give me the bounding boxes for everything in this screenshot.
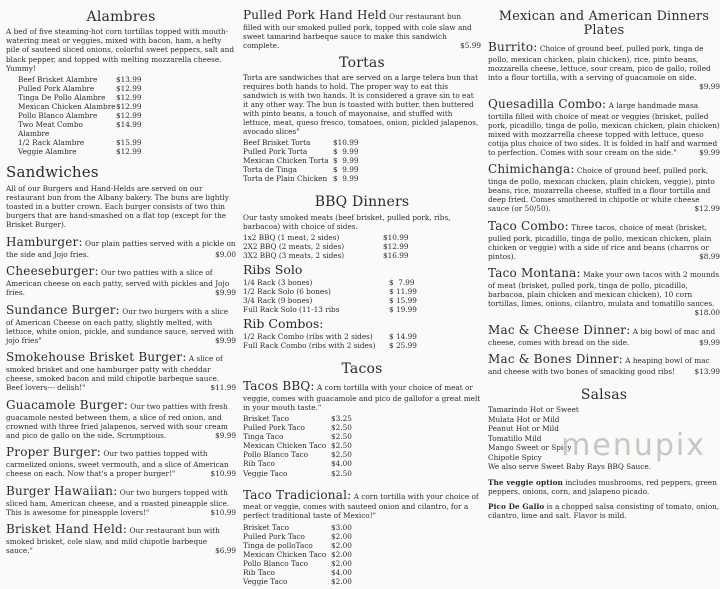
sandwiches-title: Sandwiches: [6, 163, 99, 182]
column-middle: [243, 8, 481, 589]
menu-item-row: [243, 441, 481, 450]
entry-name: Guacamole Burger:: [6, 397, 128, 412]
entry-name: Smokehouse Brisket Burger:: [6, 350, 187, 365]
bbq-dinners-description: Our tasty smoked meats (beef brisket, pulled pork, ribs, barbacoa) with choice of sides.: [243, 212, 451, 231]
item-name: Pollo Blanco Alambre: [18, 110, 98, 120]
menu-item-row: [243, 147, 481, 156]
item-name: 1/2 Rack Combo (ribs with 2 sides): [243, 331, 373, 341]
rib-combos-list: [243, 332, 481, 350]
menu-item-row: [243, 332, 481, 341]
entry-name: Taco Tradicional:: [243, 487, 352, 502]
bbq-dinners-title: BBQ Dinners: [314, 194, 410, 211]
tortas-title: Tortas: [339, 54, 385, 71]
entry-price: $11.99: [210, 383, 236, 393]
item-name: 2X2 BBQ (2 meats, 2 sides): [243, 242, 345, 251]
item-price: $2.00: [331, 531, 352, 541]
menu-item-row: [243, 305, 481, 314]
menu-item-row: [243, 296, 481, 305]
entry-name: Hamburger:: [6, 234, 83, 249]
item-price: $14.99: [116, 119, 142, 129]
ribs-solo-list: [243, 278, 481, 314]
item-price: $ 15.99: [389, 295, 417, 305]
item-name: Veggie Taco: [243, 576, 288, 586]
menu-entry: [488, 97, 720, 157]
entry-price: $9.99: [215, 430, 236, 440]
entry-price: $10.99: [210, 507, 236, 517]
salsa-item: Tamarindo Hot or Sweet: [488, 405, 579, 415]
menu-item-row: [243, 156, 481, 165]
tacos-bbq-entry: [243, 379, 481, 412]
entry-name: Burger Hawaiian:: [6, 483, 118, 498]
entry-description: Our two patties topped with carmelized onions, sweet vermouth, and a slice of American cheese on each. Now that's a proper burger!": [6, 449, 229, 479]
item-price: $ 9.99: [333, 156, 359, 166]
menu-item-row: [243, 568, 481, 577]
item-price: $ 14.99: [389, 331, 417, 341]
menu-item-row: [18, 111, 236, 120]
item-price: $ 25.99: [389, 340, 417, 350]
item-name: 1x2 BBQ (1 meat, 2 sides): [243, 232, 340, 242]
item-price: $ 11.99: [389, 286, 417, 296]
entry-description: A slice of smoked brisket and one hamburger patty with cheddar cheese, smoked bacon and mild chipotle barbeque sauce. Beef lovers--- delish!": [6, 354, 223, 393]
menu-item-row: [243, 459, 481, 468]
entry-name: Brisket Hand Held:: [6, 522, 128, 537]
entry-price: $9.99: [215, 288, 236, 298]
item-name: Pulled Pork Taco: [243, 531, 305, 541]
alambres-description: A bed of five steaming-hot corn tortillas topped with mouth-watering meat or veggies, mixed with bacon, ham, a hefty pile of sauteed sliced onions, colorful sweet peppers, salt and black pepper, and topped with melting mozzarella cheese. Yummy!: [6, 27, 235, 73]
entry-price: $8.99: [699, 251, 720, 261]
item-price: $12.99: [116, 83, 142, 93]
taco-tradicional-list: [243, 523, 481, 586]
item-name: Pulled Pork Taco: [243, 423, 305, 433]
salsa-item: Mulata Hot or Mild: [488, 414, 560, 424]
menu-item-row: [243, 577, 481, 586]
menu-entry: [488, 162, 720, 213]
menu-item-row: [18, 75, 236, 84]
menu-item-row: [18, 138, 236, 147]
entry-price: $9.99: [699, 337, 720, 347]
entry-price: $9.99: [699, 147, 720, 157]
note-lead: The veggie option: [488, 477, 563, 487]
menu-entry: [6, 398, 236, 440]
menu-entry: [6, 350, 236, 392]
menu-entry: [6, 303, 236, 345]
entry-description: A heaping bowl of mac and cheese with two bones of smacking good ribs!: [488, 356, 710, 377]
entry-price: $6.99: [215, 546, 236, 556]
item-price: $13.99: [116, 74, 142, 84]
salsa-item: Mango Sweet or Spicy: [488, 443, 572, 453]
entry-name: Sundance Burger:: [6, 302, 120, 317]
menu-entry: [6, 484, 236, 517]
menu-item-row: [243, 469, 481, 478]
item-price: $4.00: [331, 459, 352, 469]
entry-name: Burrito:: [488, 40, 538, 55]
entry-description: A large handmade masa tortilla filled with choice of meat or veggies (brisket, pulled pork, picadillo, tinga de pollo, mexican chicken, plain chicken) mixed with mozzarrella cheese topped with lettuce, queso cotija plus choice of two sides. It is folded in half and warmed to perfection. Comes with sour cream on the side.": [488, 100, 720, 157]
item-price: $2.00: [331, 558, 352, 568]
item-name: Pollo Blanco Taco: [243, 450, 309, 460]
entry-description: Our restaurant bun with smoked brisket, cole slaw, and mild chipotle barbeque sauce.": [6, 526, 220, 556]
entry-description: A big bowl of mac and cheese, comes with bread on the side.: [488, 326, 716, 347]
item-price: $2.00: [331, 576, 352, 586]
pulled-pork-hand-held-entry: [243, 8, 481, 50]
entry-name: Chimichanga:: [488, 162, 575, 177]
item-name: Veggie Taco: [243, 468, 288, 478]
entry-description: Three tacos, choice of meat (brisket, pulled pork, picadillo, tinga de pollo, mexican chicken, plain chicken or veggie) with a side of rice and beans (charros or pintos).: [488, 222, 712, 261]
rib-combos-title: Rib Combos:: [243, 316, 324, 332]
item-name: Mexican Chicken Alambre: [18, 101, 116, 111]
dinners-title: Mexican and American Dinners Plates: [498, 9, 710, 39]
item-name: Brisket Taco: [243, 414, 290, 424]
entry-price: $12.99: [694, 204, 720, 214]
item-name: Tinga Taco: [243, 432, 284, 442]
entry-description: A corn tortilla with your choice of meat or veggie, comes with guacamole and pico de gallofor a great melt in your mouth taste.": [243, 383, 481, 413]
item-price: $3.00: [331, 522, 352, 532]
bbq-dinners-list: [243, 233, 481, 260]
menu-item-row: [243, 532, 481, 541]
item-name: Beef Brisket Alambre: [18, 74, 98, 84]
item-name: Rib Taco: [243, 459, 275, 469]
item-name: Brisket Taco: [243, 522, 290, 532]
note-lead: Pico De Gallo: [488, 501, 545, 511]
item-price: $10.99: [383, 232, 409, 242]
entry-name: Taco Montana:: [488, 266, 581, 281]
menu-item-row: [243, 287, 481, 296]
menu-item-row: [18, 102, 236, 111]
menu-item-row: [18, 147, 236, 156]
menu-item-row: [243, 138, 481, 147]
entry-description: Our plain patties served with a pickle on the side and Jojo fries.: [6, 238, 236, 259]
item-name: 3/4 Rack (9 bones): [243, 295, 313, 305]
entry-price: $18.00: [694, 308, 720, 318]
menu-entry: [6, 522, 236, 555]
entry-description: Our two burgers with a slice of American Cheese on each patty, slightly melted, with lettuce, white onion, pickle, and sundance sauce, served with jojo fries": [6, 306, 234, 345]
menu-item-row: [243, 414, 481, 423]
item-name: Tinga de polloTaco: [243, 540, 313, 550]
item-price: $ 9.99: [333, 174, 359, 184]
item-price: $ 19.99: [389, 304, 417, 314]
item-price: $12.99: [116, 101, 142, 111]
veggie-option-note: [488, 478, 720, 496]
salsa-item: We also serve Sweet Baby Rays BBQ Sauce.: [488, 462, 651, 472]
entry-price: $10.99: [210, 469, 236, 479]
menu-entry: [488, 40, 720, 91]
item-price: $2.00: [331, 549, 352, 559]
menu-item-row: [18, 120, 236, 138]
menu-entry: [488, 219, 720, 261]
item-name: Mexican Chicken Taco: [243, 549, 327, 559]
item-price: $ 9.99: [333, 165, 359, 175]
column-left: [6, 8, 236, 589]
item-name: Rib Taco: [243, 567, 275, 577]
salsa-item: Tomatillo Mild: [488, 433, 542, 443]
menu-entry: [488, 266, 720, 317]
menu-entry: [6, 445, 236, 478]
item-name: Pulled Pork Alambre: [18, 83, 95, 93]
menu-item-row: [18, 84, 236, 93]
menu-item-row: [243, 432, 481, 441]
menu-item-row: [243, 541, 481, 550]
entry-description: Our two burgers topped with sliced ham, American cheese, and a roasted pineapple slice. This is awesome for pineapple lovers!": [6, 487, 230, 517]
menu-item-row: [243, 278, 481, 287]
salsas-title: Salsas: [580, 386, 628, 403]
menu-item-row: [243, 233, 481, 242]
item-name: 3X2 BBQ (3 meats, 2 sides): [243, 251, 345, 261]
entry-description: Choice of ground beef, pulled pork, tinga de pollo, mexican chicken, plain chicken, veggie), pinto beans, rice, mozarrella cheese, stuffed in a flour tortilla and deep fried. Comes smothered in chipotle or white cheese sauce (or 50/50).: [488, 166, 715, 214]
salsa-item: Peanut Hot or Mild: [488, 424, 559, 434]
tortas-list: [243, 138, 481, 183]
salsa-item: Chipotle Spicy: [488, 452, 542, 462]
entry-name: Proper Burger:: [6, 445, 102, 460]
item-price: $2.50: [331, 468, 352, 478]
ribs-solo-title: Ribs Solo: [243, 262, 303, 278]
menu-item-row: [243, 550, 481, 559]
menu-item-row: [243, 423, 481, 432]
item-price: $2.50: [331, 423, 352, 433]
item-price: $2.50: [331, 450, 352, 460]
menu-item-row: [243, 174, 481, 183]
entry-description: Our restaurant bun filled with our smoked pulled pork, topped with cole slaw and sweet tamarind barbeque sauce to make this sandwich complete.: [243, 12, 472, 50]
item-price: $12.99: [116, 147, 142, 156]
note-text: is a chopped salsa consisting of tomato, onion, cilantro, lime and salt. Flavor is mild.: [488, 501, 720, 520]
menu-entry: [6, 235, 236, 259]
entry-description: Our two patties with fresh guacamole nested between them, a slice of red onion, and crowned with three fried jalapenos, served with sour cream and pico de gallo on the side. Scrumptious.: [6, 401, 228, 440]
sandwiches-description: All of our Burgers and Hand-Helds are served on our restaurant bun from the Albany bakery. The buns are lightly toasted in a butter crown. Each burger consists of two thin burgers that are hand-smashed on a flat top (except for the Brisket Burger).: [6, 183, 229, 229]
entry-price: $9.99: [699, 82, 720, 92]
menu-item-row: [243, 523, 481, 532]
item-name: Torta de Plain Chicken: [243, 174, 328, 184]
pico-de-gallo-note: [488, 502, 720, 520]
item-name: Mexican Chicken Taco: [243, 441, 327, 451]
item-name: Pulled Pork Torta: [243, 147, 308, 157]
menu-entry: [6, 264, 236, 297]
item-price: $2.00: [331, 540, 352, 550]
item-price: $ 9.99: [333, 147, 359, 157]
dinner-entries: [488, 40, 720, 376]
item-name: Beef Brisket Torta: [243, 138, 311, 148]
item-price: $2.50: [331, 432, 352, 442]
entry-name: Pulled Pork Hand Held: [243, 8, 387, 22]
column-right: [488, 8, 720, 589]
menu-entry: [488, 323, 720, 347]
menu-item-row: [243, 341, 481, 350]
alambres-list: [18, 75, 236, 156]
entry-name: Mac & Bones Dinner:: [488, 352, 623, 367]
item-name: Mexican Chicken Torta: [243, 156, 329, 166]
menu-entry: [488, 352, 720, 376]
tortas-description: Torta are sandwiches that are served on a large telera bun that requires both hands to hold. The proper way to eat this sandwich is with two hands. It is considered a grave sin to eat it any other way. The bun is toasted with butter, then buttered with pinto beans, a touch of mayonaise, and stuffed with lettuce, meat, queso fresco, tomatoes, onion, pickled jalapenos, avocado slices": [243, 72, 479, 137]
entry-description: Choice of ground beef, pulled pork, tinga de pollo, mexican chicken, plain chicken), rice, pinto beans, mozzarella cheese, lettuce, sour cream, pico de gallo, rolled into a flour tortilla, with a serving of guacamole on side.: [488, 44, 711, 83]
tacos-title: Tacos: [341, 360, 383, 377]
item-name: Full Rack Solo (11-13 ribs: [243, 304, 340, 314]
item-price: $15.99: [116, 137, 142, 147]
item-price: $10.99: [333, 138, 359, 148]
item-price: $3.25: [331, 414, 352, 424]
item-name: Pollo Blanco Taco: [243, 558, 309, 568]
entry-name: Taco Combo:: [488, 218, 569, 233]
menu-item-row: [243, 450, 481, 459]
item-name: Full Rack Combo (ribs with 2 sides): [243, 340, 376, 350]
item-name: Torta de Tinga: [243, 165, 298, 175]
entry-description: Make your own tacos with 2 mounds of meat (brisket, pulled pork, tinga de pollo, picadillo, barbacoa, plain chicken and mexican chicken), 10 corn tortillas, limes, onions, cilantro, mulata and tomatillo sauces.: [488, 270, 720, 309]
entry-description: Our two patties with a slice of American cheese on each patty, served with pickles and Jojo fries.: [6, 268, 230, 298]
item-price: $12.99: [116, 92, 142, 102]
item-name: 1/4 Rack (3 bones): [243, 277, 313, 287]
item-price: $12.99: [383, 242, 409, 251]
item-name: Tinga De Pollo Alambre: [18, 92, 106, 102]
alambres-title: Alambres: [86, 9, 156, 25]
burger-entries: [6, 235, 236, 555]
item-price: $4.00: [331, 567, 352, 577]
tacos-bbq-list: [243, 414, 481, 477]
taco-tradicional-entry: [243, 488, 481, 521]
item-name: 1/2 Rack Solo (6 bones): [243, 286, 331, 296]
item-price: $2.50: [331, 441, 352, 451]
menu-item-row: [243, 242, 481, 251]
entry-price: $5.99: [460, 40, 481, 50]
entry-description: A corn tortilla with your choice of meat or veggie, comes with sauteed onion and cilantro, for a perfect traditional taste of Mexico!": [243, 491, 479, 521]
item-price: $16.99: [383, 251, 409, 261]
menu-item-row: [18, 93, 236, 102]
menu-item-row: [243, 559, 481, 568]
entry-price: $9.00: [215, 249, 236, 259]
menu-item-row: [243, 165, 481, 174]
note-text: includes mushrooms, red peppers, green peppers, onions, corn, and jalapeno picado.: [488, 477, 717, 496]
menu-item-row: [243, 251, 481, 260]
menupix-watermark: menupix: [561, 428, 706, 463]
item-name: Veggie Alambre: [18, 147, 77, 156]
item-name: Two Meat Combo Alambre: [18, 119, 83, 138]
item-price: $12.99: [116, 110, 142, 120]
entry-name: Cheeseburger:: [6, 264, 99, 279]
item-name: 1/2 Rack Alambre: [18, 137, 85, 147]
entry-name: Mac & Cheese Dinner:: [488, 322, 631, 337]
entry-price: $13.99: [694, 367, 720, 377]
entry-name: Quesadilla Combo:: [488, 96, 607, 111]
entry-name: Tacos BBQ:: [243, 379, 315, 394]
item-price: $ 7.99: [389, 277, 415, 287]
entry-price: $9.99: [215, 335, 236, 345]
